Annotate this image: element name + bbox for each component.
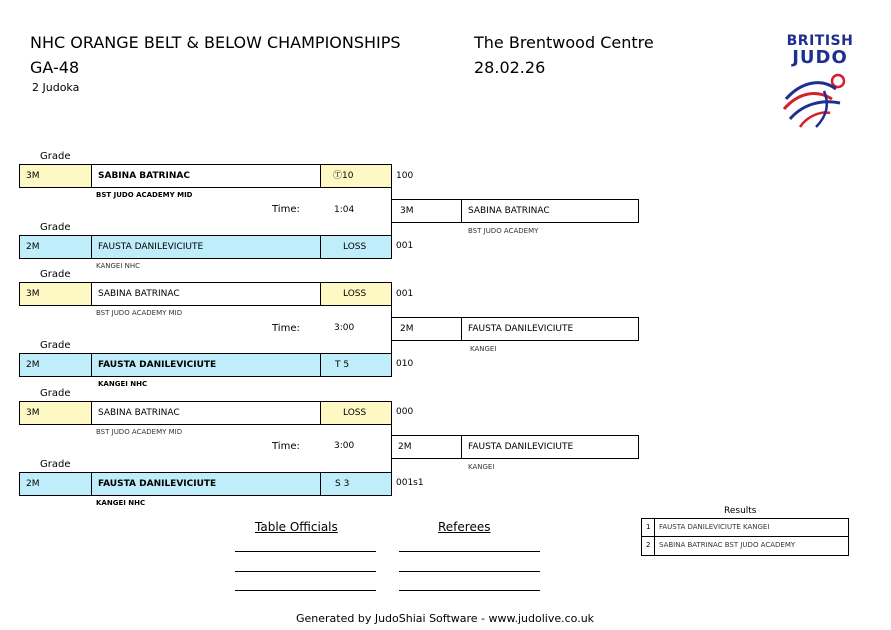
club-label: BST JUDO ACADEMY MID <box>96 428 183 436</box>
venue-label: The Brentwood Centre <box>474 33 654 52</box>
club-label: BST JUDO ACADEMY MID <box>96 191 193 199</box>
points: 001s1 <box>396 478 424 488</box>
white-competitor-row[interactable] <box>19 282 392 306</box>
club-label: KANGEI NHC <box>98 380 148 388</box>
winner-club: KANGEI <box>470 345 497 353</box>
blue-competitor-row[interactable] <box>19 472 392 496</box>
club-label: BST JUDO ACADEMY MID <box>96 309 183 317</box>
score-cell: T 5 <box>335 360 350 370</box>
score-cell: Ⓣ10 <box>333 171 354 181</box>
signature-line <box>399 551 540 552</box>
result-position: 1 <box>646 523 651 531</box>
referees-label: Referees <box>438 520 491 534</box>
grade-cell: 2M <box>20 473 92 495</box>
winner-grade: 3M <box>392 200 462 222</box>
white-competitor-row[interactable] <box>19 401 392 425</box>
blue-competitor-row[interactable] <box>19 235 392 259</box>
points: 001 <box>396 241 414 251</box>
club-label: KANGEI NHC <box>96 499 146 507</box>
results-table <box>641 518 849 556</box>
grade-label: Grade <box>40 340 71 351</box>
blue-competitor-row[interactable] <box>19 353 392 377</box>
signature-line <box>399 571 540 572</box>
grade-label: Grade <box>40 151 71 162</box>
winner-name: FAUSTA DANILEVICIUTE <box>468 442 574 452</box>
competitor-name: FAUSTA DANILEVICIUTE <box>92 236 321 258</box>
result-text: FAUSTA DANILEVICIUTE KANGEI <box>659 523 770 531</box>
ippon-icon: Ⓣ <box>333 171 343 181</box>
score-cell: LOSS <box>343 289 367 299</box>
logo-line2: JUDO <box>792 47 848 68</box>
club-label: KANGEI NHC <box>96 262 141 270</box>
grade-cell: 3M <box>20 402 92 424</box>
footer-text: Generated by JudoShiai Software - www.judolive.co.uk <box>296 612 595 625</box>
results-title: Results <box>724 506 757 516</box>
grade-cell: 2M <box>20 354 92 376</box>
result-text: SABINA BATRINAC BST JUDO ACADEMY <box>659 541 796 549</box>
signature-line <box>235 590 376 591</box>
score-cell: LOSS <box>343 408 367 418</box>
british-judo-logo <box>780 34 860 129</box>
result-row <box>642 537 848 554</box>
score-cell: S 3 <box>335 479 350 489</box>
score-cell: LOSS <box>343 242 367 252</box>
judo-figure-icon <box>780 69 860 129</box>
signature-line <box>235 551 376 552</box>
grade-cell: 3M <box>20 283 92 305</box>
date-label: 28.02.26 <box>474 58 546 77</box>
winner-box[interactable] <box>391 199 639 223</box>
grade-cell: 3M <box>20 165 92 187</box>
grade-label: Grade <box>40 269 71 280</box>
points: 100 <box>396 171 414 181</box>
competitor-name: SABINA BATRINAC <box>92 283 321 305</box>
time-value: 3:00 <box>334 323 355 333</box>
table-officials-label: Table Officials <box>255 520 338 534</box>
winner-club: KANGEI <box>468 463 495 471</box>
winner-grade: 2M <box>392 436 462 458</box>
points: 000 <box>396 407 414 417</box>
time-value: 1:04 <box>334 205 355 215</box>
winner-box[interactable] <box>391 317 639 341</box>
competitor-name: SABINA BATRINAC <box>92 402 321 424</box>
grade-label: Grade <box>40 459 71 470</box>
event-title: NHC ORANGE BELT & BELOW CHAMPIONSHIPS <box>30 33 401 52</box>
signature-line <box>235 571 376 572</box>
judoka-count: 2 Judoka <box>32 81 80 94</box>
signature-line <box>399 590 540 591</box>
logo-line1: BRITISH <box>786 33 854 49</box>
result-position: 2 <box>646 541 651 549</box>
white-competitor-row[interactable] <box>19 164 392 188</box>
grade-cell: 2M <box>20 236 92 258</box>
category-label: GA-48 <box>30 58 80 77</box>
winner-club: BST JUDO ACADEMY <box>468 227 539 235</box>
competitor-name: FAUSTA DANILEVICIUTE <box>92 473 321 495</box>
time-label: Time: <box>272 323 300 334</box>
winner-name: FAUSTA DANILEVICIUTE <box>468 324 574 334</box>
winner-box[interactable] <box>391 435 639 459</box>
grade-label: Grade <box>40 388 71 399</box>
time-label: Time: <box>272 204 300 215</box>
winner-grade: 2M <box>392 318 462 340</box>
time-label: Time: <box>272 441 300 452</box>
winner-name: SABINA BATRINAC <box>468 206 550 216</box>
competitor-name: FAUSTA DANILEVICIUTE <box>92 354 321 376</box>
points: 010 <box>396 359 414 369</box>
grade-label: Grade <box>40 222 71 233</box>
points: 001 <box>396 289 414 299</box>
competitor-name: SABINA BATRINAC <box>92 165 321 187</box>
result-row <box>642 519 848 537</box>
time-value: 3:00 <box>334 441 355 451</box>
